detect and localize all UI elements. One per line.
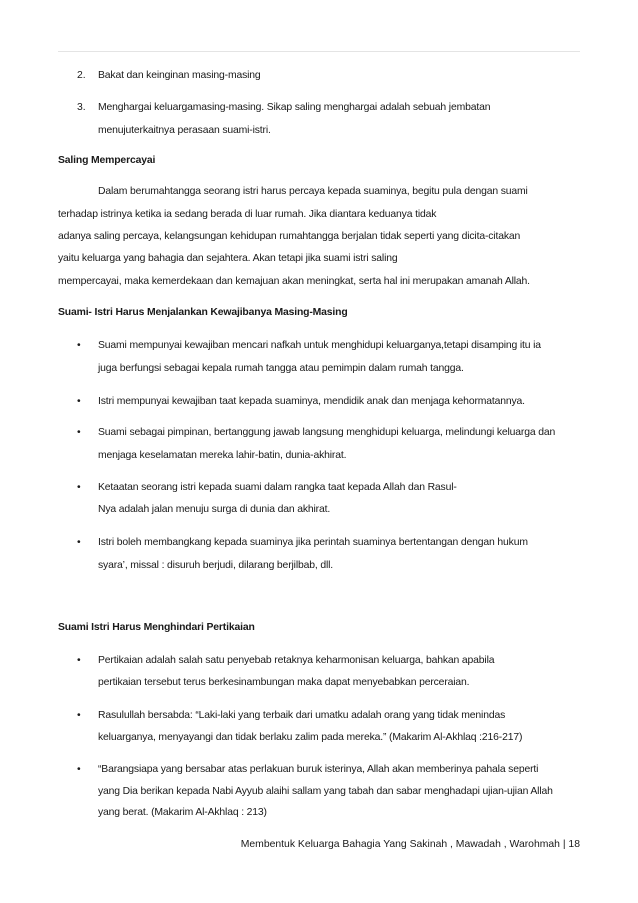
bullet-text: Suami sebagai pimpinan, bertanggung jawab langsung menghidupi keluarga, melindungi keluarga dan <box>98 427 556 438</box>
bullet-text: Ketaatan seorang istri kepada suami dalam rangka taat kepada Allah dan Rasul- <box>98 482 457 493</box>
list-item-text: menujuterkaitnya perasaan suami-istri. <box>98 125 271 136</box>
bullet-text: Suami mempunyai kewajiban mencari nafkah untuk menghidupi keluarganya,tetapi disamping itu ia <box>98 340 541 351</box>
bullet-icon: • <box>77 764 81 775</box>
bullet-text: Pertikaian adalah salah satu penyebab retaknya keharmonisan keluarga, bahkan apabila <box>98 655 495 666</box>
list-number: 2. <box>77 70 86 81</box>
bullet-text: Nya adalah jalan menuju surga di dunia dan akhirat. <box>98 504 331 515</box>
section-heading: Saling Mempercayai <box>58 155 156 166</box>
paragraph-line: yaitu keluarga yang bahagia dan sejahtera. Akan tetapi jika suami istri saling <box>58 253 398 264</box>
bullet-text: Istri boleh membangkang kepada suaminya jika perintah suaminya bertentangan dengan hukum <box>98 537 528 548</box>
paragraph-line: mempercayai, maka kemerdekaan dan kemajuan akan meningkat, serta hal ini merupakan amanah Allah. <box>58 276 530 287</box>
bullet-text: juga berfungsi sebagai kepala rumah tangga atau pemimpin dalam rumah tangga. <box>98 363 464 374</box>
bullet-text: yang berat. (Makarim Al-Akhlaq : 213) <box>98 807 267 818</box>
list-number: 3. <box>77 102 86 113</box>
section-heading: Suami Istri Harus Menghindari Pertikaian <box>58 622 255 633</box>
bullet-icon: • <box>77 396 81 407</box>
paragraph-line: adanya saling percaya, kelangsungan kehidupan rumahtangga berjalan tidak seperti yang dicita-citakan <box>58 231 521 242</box>
bullet-icon: • <box>77 427 81 438</box>
list-item-text: Bakat dan keinginan masing-masing <box>98 70 261 81</box>
header-divider <box>58 51 580 52</box>
paragraph-line: terhadap istrinya ketika ia sedang berada di luar rumah. Jika diantara keduanya tidak <box>58 209 437 220</box>
bullet-text: pertikaian tersebut terus berkesinambungan maka dapat menyebabkan perceraian. <box>98 677 470 688</box>
bullet-icon: • <box>77 482 81 493</box>
list-item-text: Menghargai keluargamasing-masing. Sikap saling menghargai adalah sebuah jembatan <box>98 102 491 113</box>
bullet-icon: • <box>77 710 81 721</box>
bullet-icon: • <box>77 537 81 548</box>
bullet-icon: • <box>77 655 81 666</box>
bullet-text: Istri mempunyai kewajiban taat kepada suaminya, mendidik anak dan menjaga kehormatannya. <box>98 396 525 407</box>
bullet-text: yang Dia berikan kepada Nabi Ayyub alaihi sallam yang tabah dan sabar menghadapi ujian-ujian Allah <box>98 786 553 797</box>
bullet-text: menjaga keselamatan mereka lahir-batin, dunia-akhirat. <box>98 450 347 461</box>
bullet-text: Rasulullah bersabda: “Laki-laki yang terbaik dari umatku adalah orang yang tidak menindas <box>98 710 506 721</box>
bullet-text: keluarganya, menyayangi dan tidak berlaku zalim pada mereka.” (Makarim Al-Akhlaq :216-217) <box>98 732 523 743</box>
bullet-text: “Barangsiapa yang bersabar atas perlakuan buruk isterinya, Allah akan memberinya pahala seperti <box>98 764 539 775</box>
section-heading: Suami- Istri Harus Menjalankan Kewajibanya Masing-Masing <box>58 307 348 318</box>
bullet-icon: • <box>77 340 81 351</box>
bullet-text: syara’, missal : disuruh berjudi, dilarang berjilbab, dll. <box>98 560 334 571</box>
page-footer: Membentuk Keluarga Bahagia Yang Sakinah , Mawadah , Warohmah | 18 <box>240 839 580 850</box>
paragraph-line: Dalam berumahtangga seorang istri harus percaya kepada suaminya, begitu pula dengan suami <box>98 186 528 197</box>
